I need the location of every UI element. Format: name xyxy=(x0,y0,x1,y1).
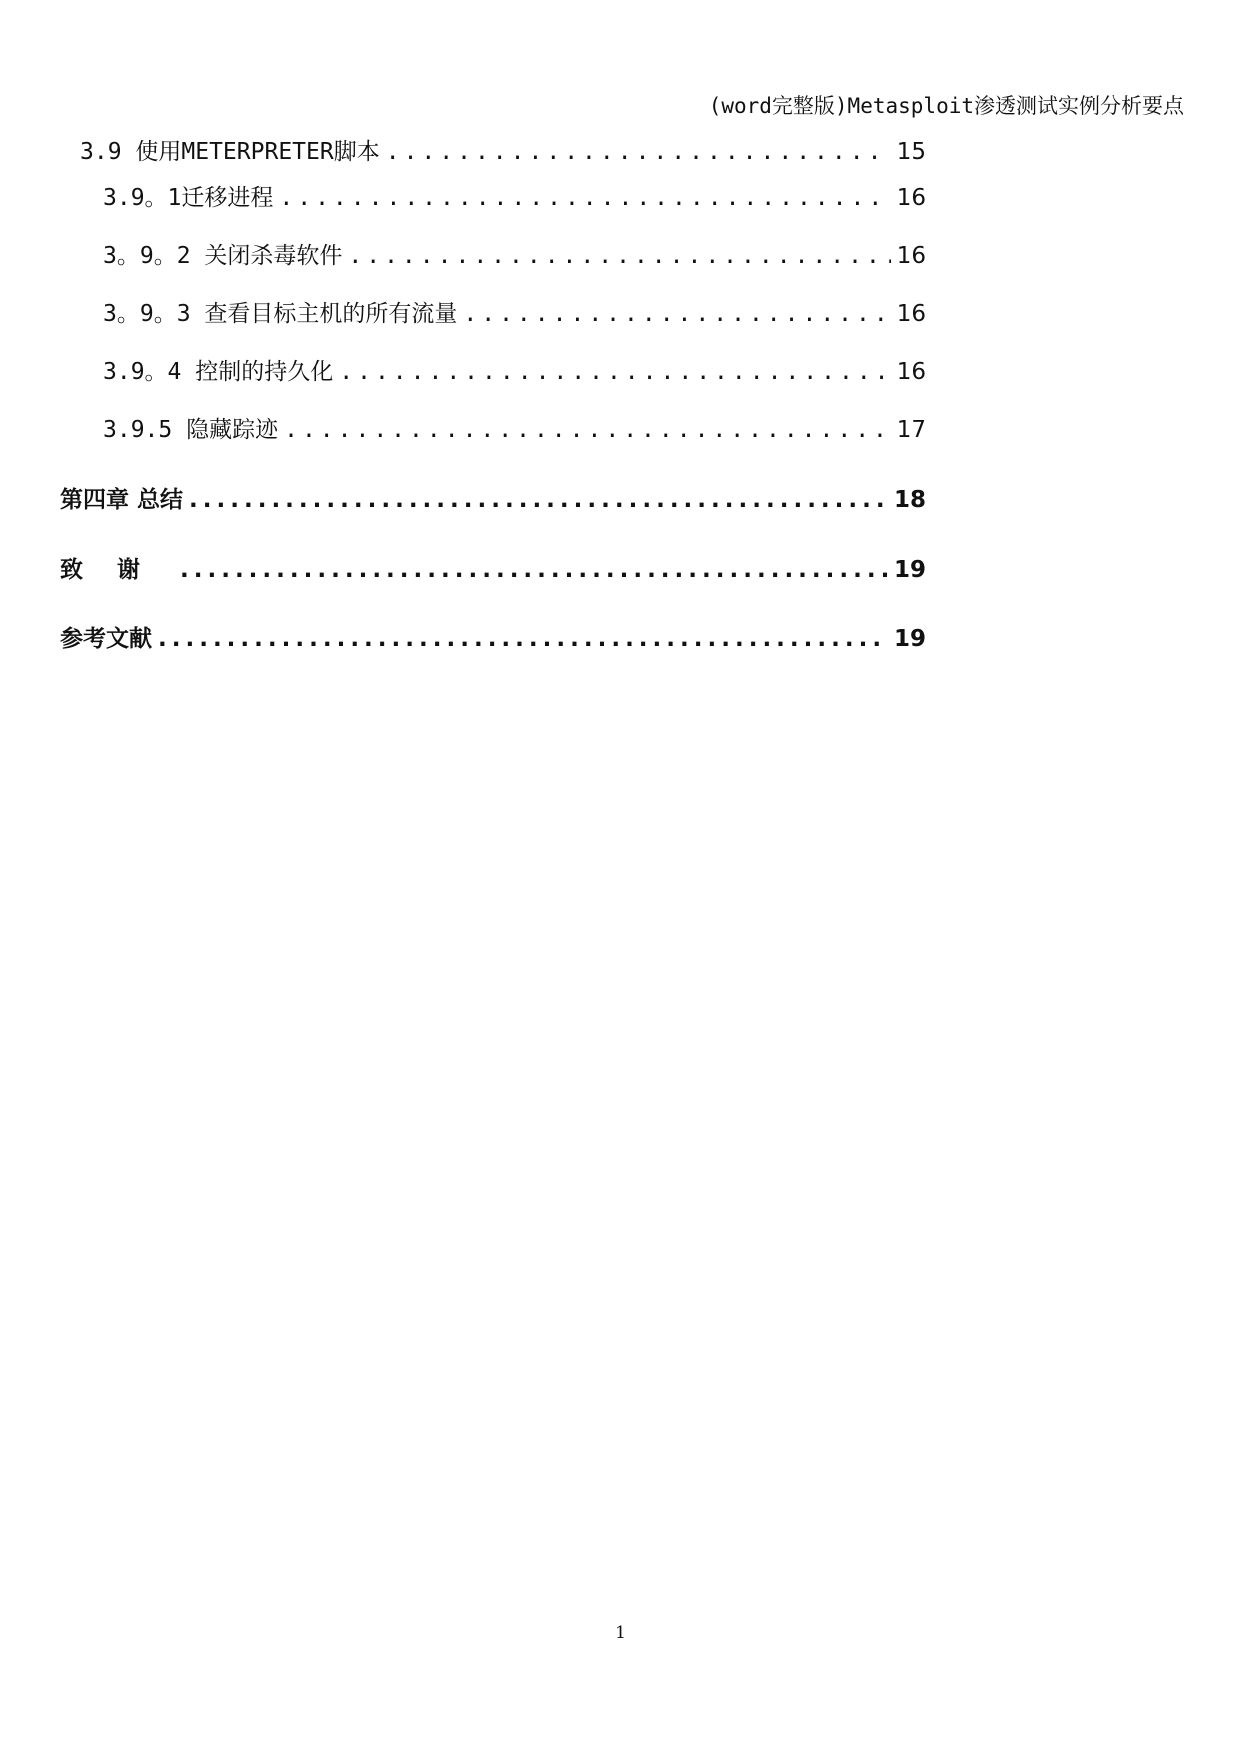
toc-page-number: 17 xyxy=(896,417,926,443)
toc-leader-dots xyxy=(284,417,891,443)
page-number-footer: 1 xyxy=(615,1623,626,1643)
toc-entry-label: 3.9.5 隐藏踪迹 xyxy=(103,417,279,443)
toc-leader-dots xyxy=(180,557,888,583)
toc-entry[interactable] xyxy=(103,411,926,444)
toc-leader-dots xyxy=(339,359,890,385)
toc-entry[interactable] xyxy=(103,353,926,386)
toc-page-number: 16 xyxy=(896,359,926,385)
toc-leader-dots xyxy=(158,626,888,652)
toc-page-number: 18 xyxy=(893,487,926,513)
toc-page-number: 16 xyxy=(896,243,926,269)
toc-page-number: 15 xyxy=(896,139,926,165)
toc-page-number: 16 xyxy=(896,301,926,327)
toc-page-number: 19 xyxy=(893,626,926,652)
toc-chapter-entry[interactable] xyxy=(60,481,926,514)
toc-leader-dots xyxy=(463,301,890,327)
toc-entry[interactable] xyxy=(103,179,926,212)
toc-entry[interactable] xyxy=(80,133,926,166)
running-header: (word完整版)Metasploit渗透测试实例分析要点 xyxy=(708,94,1184,118)
toc-entry-label: 3。9。2 关闭杀毒软件 xyxy=(103,243,343,269)
toc-leader-dots xyxy=(386,139,891,165)
toc-leader-dots xyxy=(279,185,890,211)
toc-entry-label: 致谢 xyxy=(60,557,174,583)
toc-chapter-entry[interactable] xyxy=(60,551,926,584)
toc-entry-label: 3.9。4 控制的持久化 xyxy=(103,359,334,385)
toc-chapter-entry[interactable] xyxy=(60,620,926,653)
toc-page-number: 16 xyxy=(896,185,926,211)
toc-leader-dots xyxy=(189,487,888,513)
toc-entry-label: 3。9。3 查看目标主机的所有流量 xyxy=(103,301,458,327)
toc-entry-label: 3.9 使用METERPRETER脚本 xyxy=(80,139,380,165)
toc-entry[interactable] xyxy=(103,295,926,328)
toc-entry-label: 第四章 总结 xyxy=(60,487,184,513)
toc-entry-label: 3.9。1迁移进程 xyxy=(103,185,274,211)
toc-page-number: 19 xyxy=(893,557,926,583)
toc-entry[interactable] xyxy=(103,237,926,270)
toc-leader-dots xyxy=(348,243,890,269)
toc-entry-label: 参考文献 xyxy=(60,626,152,652)
